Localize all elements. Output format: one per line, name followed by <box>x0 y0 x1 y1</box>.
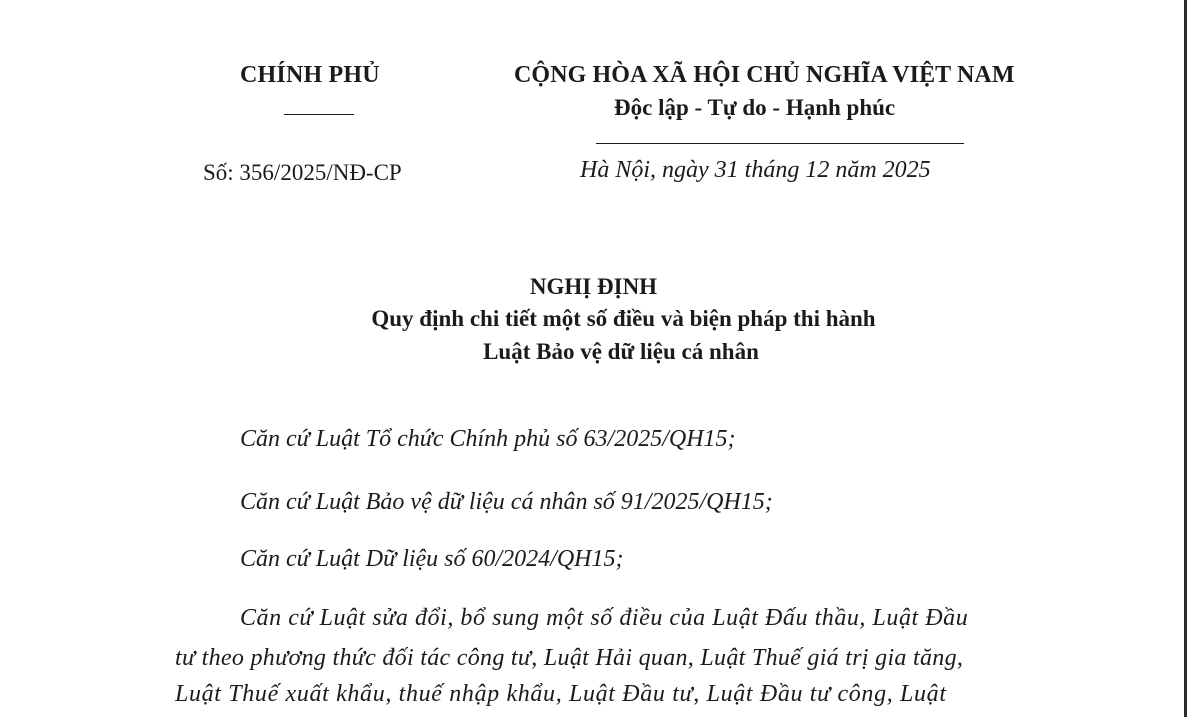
legal-basis-4-line-3: Luật Thuế xuất khẩu, thuế nhập khẩu, Luật Đầu tư, Luật Đầu tư công, Luật <box>175 681 947 707</box>
issuing-body-underline <box>284 114 354 115</box>
national-title: CỘNG HÒA XÃ HỘI CHỦ NGHĨA VIỆT NAM <box>514 62 1015 88</box>
legal-basis-4-line-1: Căn cứ Luật sửa đổi, bổ sung một số điều của Luật Đấu thầu, Luật Đầu <box>240 605 969 631</box>
document-title-line-1: Quy định chi tiết một số điều và biện pháp thi hành <box>371 306 876 331</box>
place-and-date: Hà Nội, ngày 31 tháng 12 năm 2025 <box>580 157 931 183</box>
issuing-body: CHÍNH PHỦ <box>240 62 380 88</box>
legal-basis-4-line-2: tư theo phương thức đối tác công tư, Luật Hải quan, Luật Thuế giá trị gia tăng, <box>175 645 964 671</box>
legal-basis-1: Căn cứ Luật Tổ chức Chính phủ số 63/2025/QH15; <box>240 426 736 452</box>
legal-basis-2: Căn cứ Luật Bảo vệ dữ liệu cá nhân số 91/2025/QH15; <box>240 489 773 515</box>
document-type: NGHỊ ĐỊNH <box>529 274 658 299</box>
motto-underline <box>596 143 964 144</box>
legal-basis-3: Căn cứ Luật Dữ liệu số 60/2024/QH15; <box>240 546 624 572</box>
national-motto: Độc lập - Tự do - Hạnh phúc <box>614 95 896 120</box>
document-title-line-2: Luật Bảo vệ dữ liệu cá nhân <box>483 339 759 364</box>
document-number: Số: 356/2025/NĐ-CP <box>203 160 402 185</box>
